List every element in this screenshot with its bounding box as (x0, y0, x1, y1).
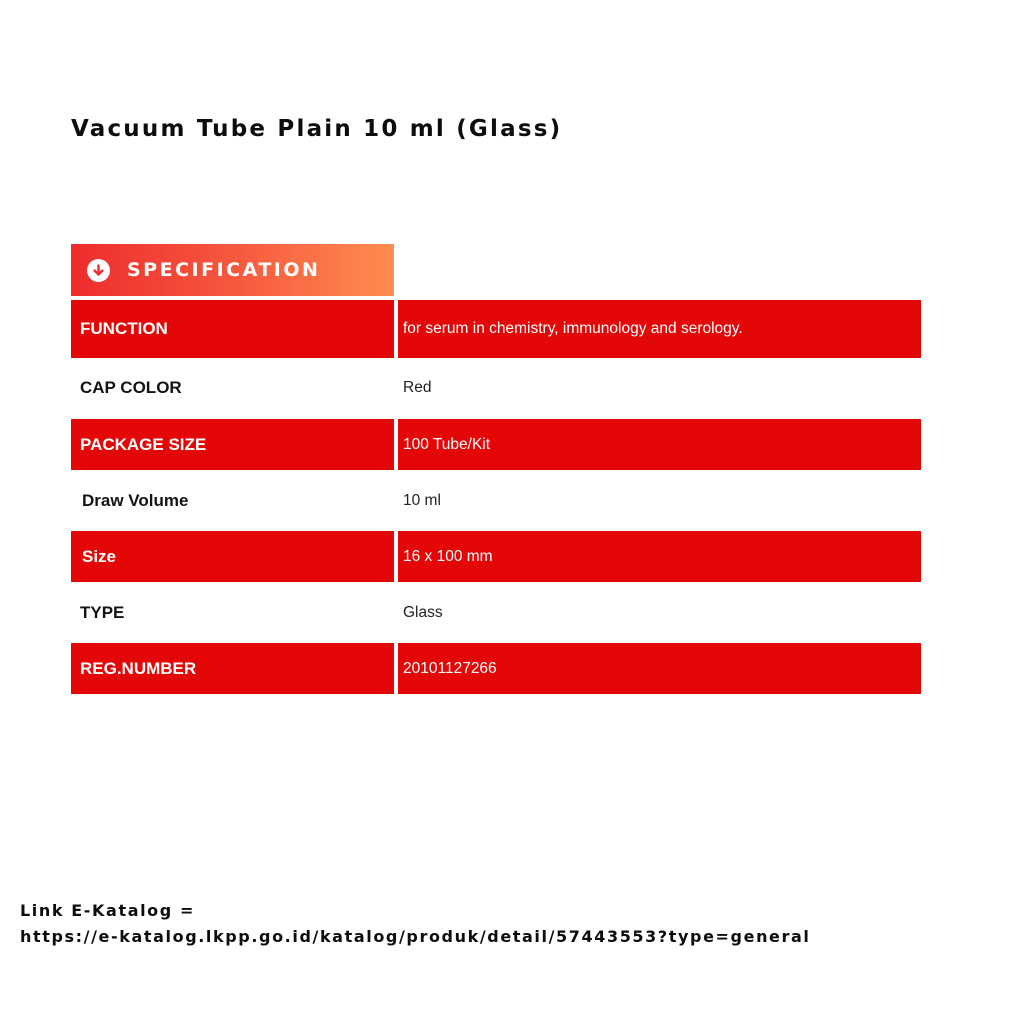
spec-label: FUNCTION (71, 300, 394, 358)
spec-value: 100 Tube/Kit (398, 419, 921, 470)
spec-value: 20101127266 (398, 643, 921, 694)
spec-value: Glass (403, 604, 443, 621)
spec-label: Size (71, 531, 394, 582)
spec-row-package-size (71, 419, 921, 470)
spec-row-function (71, 300, 921, 358)
e-katalog-link-block (20, 898, 810, 950)
spec-row-cap-color (71, 362, 921, 414)
e-katalog-link-url[interactable]: https://e-katalog.lkpp.go.id/katalog/produk/detail/57443553?type=general (20, 927, 811, 946)
spec-label: Draw Volume (82, 491, 189, 510)
spec-label: PACKAGE SIZE (71, 419, 394, 470)
spec-label: TYPE (80, 603, 125, 622)
arrow-down-circle-icon (87, 259, 110, 282)
spec-row-type (71, 587, 921, 639)
spec-value: for serum in chemistry, immunology and serology. (398, 300, 921, 358)
spec-row-reg-number (71, 643, 921, 694)
page-title: Vacuum Tube Plain 10 ml (Glass) (71, 116, 563, 142)
specification-header (71, 244, 394, 296)
spec-row-size (71, 531, 921, 582)
spec-value: 10 ml (403, 492, 441, 509)
e-katalog-link-label: Link E-Katalog = (20, 901, 195, 920)
spec-value: 16 x 100 mm (398, 531, 921, 582)
spec-label: CAP COLOR (80, 378, 182, 397)
spec-value: Red (403, 379, 432, 396)
spec-label: REG.NUMBER (71, 643, 394, 694)
specification-title: SPECIFICATION (127, 259, 321, 281)
spec-row-draw-volume (71, 475, 921, 527)
